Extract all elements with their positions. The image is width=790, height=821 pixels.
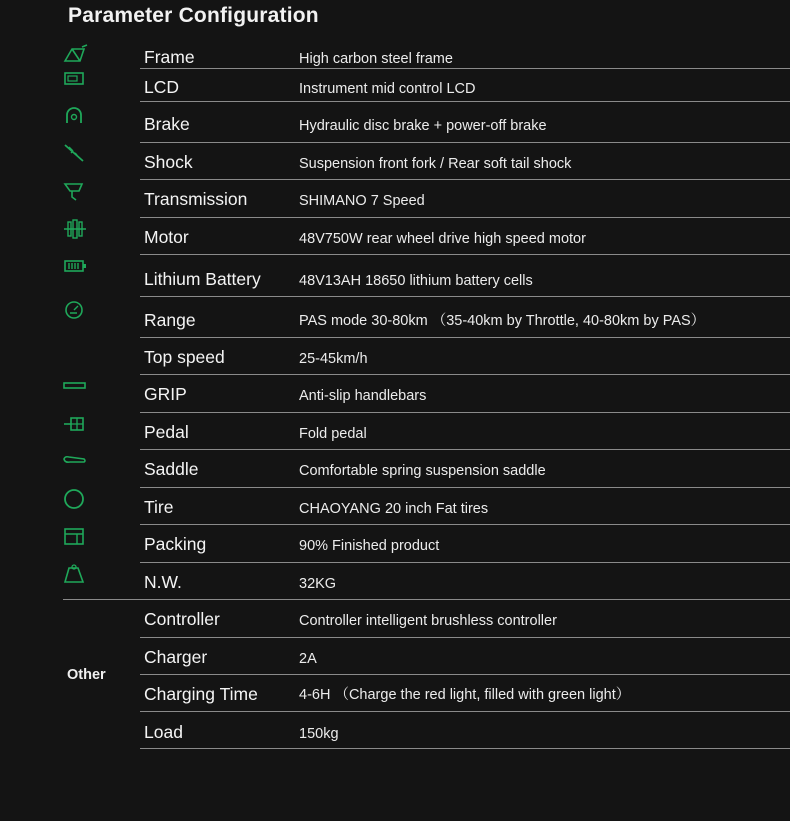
spec-name: Controller [144, 609, 220, 629]
spec-row-motor [0, 218, 790, 248]
spec-row-controller [0, 600, 790, 630]
spec-value: 48V13AH 18650 lithium battery cells [299, 273, 533, 289]
spec-row-grip [0, 375, 790, 405]
spec-name: Saddle [144, 459, 199, 479]
page-title: Parameter Configuration [68, 4, 319, 27]
row-divider [140, 101, 790, 102]
spec-name: Range [144, 310, 196, 330]
row-divider [140, 142, 790, 143]
spec-value: PAS mode 30-80km （35-40km by Throttle, 40-80km by PAS） [299, 313, 706, 329]
spec-row-pedal [0, 413, 790, 443]
spec-row-transmission [0, 180, 790, 210]
pedal-icon [62, 413, 88, 435]
row-divider [140, 637, 790, 638]
spec-name: GRIP [144, 384, 187, 404]
saddle-icon [62, 450, 88, 472]
spec-name: Motor [144, 227, 189, 247]
spec-value: Fold pedal [299, 426, 367, 442]
spec-value: Suspension front fork / Rear soft tail shock [299, 156, 572, 172]
spec-row-brake [0, 105, 790, 135]
spec-row-packing [0, 525, 790, 555]
row-divider [140, 674, 790, 675]
lcd-icon [62, 70, 88, 92]
spec-name: Charger [144, 647, 208, 667]
row-divider [140, 412, 790, 413]
row-divider [140, 337, 790, 338]
row-divider [140, 254, 790, 255]
spec-value: Hydraulic disc brake + power-off brake [299, 118, 547, 134]
spec-value: 4-6H （Charge the red light, filled with green light） [299, 687, 631, 703]
row-divider [140, 524, 790, 525]
spec-value: 25-45km/h [299, 351, 368, 367]
row-divider [140, 68, 790, 69]
spec-value: Instrument mid control LCD [299, 81, 476, 97]
spec-value: SHIMANO 7 Speed [299, 193, 425, 209]
spec-name: Load [144, 722, 183, 742]
row-divider [140, 217, 790, 218]
spec-value: 150kg [299, 726, 339, 742]
gauge-icon [62, 298, 88, 320]
spec-name: Packing [144, 534, 207, 554]
spec-row-charging-time [0, 675, 790, 705]
spec-value: Anti-slip handlebars [299, 388, 427, 404]
spec-name: N.W. [144, 572, 182, 592]
package-icon [62, 525, 88, 547]
battery-icon [62, 255, 88, 277]
spec-value: 48V750W rear wheel drive high speed motor [299, 231, 586, 247]
row-divider [140, 374, 790, 375]
spec-value: CHAOYANG 20 inch Fat tires [299, 501, 489, 517]
spec-name: Brake [144, 114, 190, 134]
spec-row-tire [0, 488, 790, 518]
tire-icon [62, 488, 88, 510]
spec-row-charger [0, 638, 790, 668]
spec-name: Tire [144, 497, 174, 517]
spec-row-lcd [0, 70, 790, 98]
spec-row-frame [0, 44, 790, 68]
row-divider [140, 487, 790, 488]
spec-name: Top speed [144, 347, 225, 367]
spec-name: Charging Time [144, 684, 258, 704]
spec-value: Controller intelligent brushless controller [299, 613, 557, 629]
row-divider [140, 179, 790, 180]
spec-name: Shock [144, 152, 193, 172]
row-divider [140, 449, 790, 450]
row-divider [140, 711, 790, 712]
grip-icon [62, 375, 88, 397]
spec-value: 2A [299, 651, 317, 667]
brake-icon [62, 105, 88, 127]
motor-icon [62, 218, 88, 240]
spec-row-battery [0, 255, 790, 290]
spec-row-shock [0, 142, 790, 173]
spec-name: Frame [144, 47, 195, 67]
transmission-icon [62, 180, 88, 202]
spec-value: High carbon steel frame [299, 51, 453, 67]
spec-name: Lithium Battery [144, 269, 261, 289]
frame-icon [62, 44, 88, 66]
spec-value: 32KG [299, 576, 337, 592]
spec-name: Transmission [144, 189, 248, 209]
row-divider [140, 296, 790, 297]
spec-name: LCD [144, 77, 180, 97]
spec-row-load [0, 713, 790, 743]
weight-icon [62, 563, 88, 585]
row-divider [140, 562, 790, 563]
spec-name: Pedal [144, 422, 189, 442]
spec-row-top-speed [0, 338, 790, 368]
shock-icon [62, 142, 88, 164]
spec-value: Comfortable spring suspension saddle [299, 463, 546, 479]
section-divider [63, 599, 790, 600]
other-section-label: Other [67, 667, 106, 683]
spec-row-net-weight [0, 563, 790, 593]
spec-row-saddle [0, 450, 790, 480]
spec-row-range [0, 298, 790, 331]
row-divider [140, 748, 790, 749]
spec-value: 90% Finished product [299, 538, 440, 554]
